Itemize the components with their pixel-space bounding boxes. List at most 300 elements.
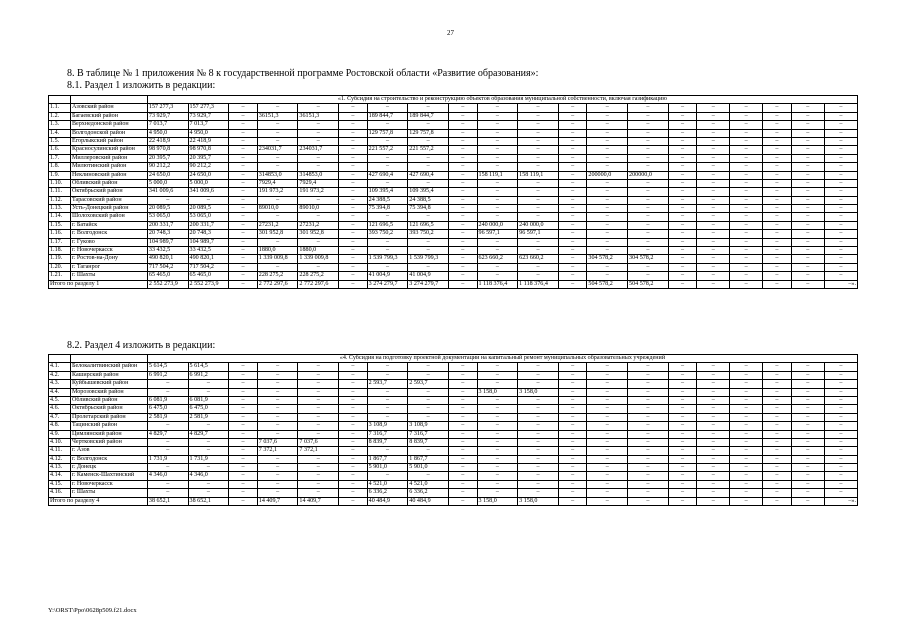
value-cell: – — [668, 146, 697, 154]
value-cell: – — [730, 438, 763, 446]
value-cell: – — [628, 413, 669, 421]
value-cell: – — [558, 154, 587, 162]
value-cell: – — [730, 380, 763, 388]
value-cell: – — [824, 230, 857, 238]
value-cell: – — [229, 154, 258, 162]
total-label: Итого по разделу 1 — [49, 280, 148, 288]
table-row — [49, 272, 858, 280]
value-cell: – — [518, 188, 559, 196]
value-cell: – — [668, 447, 697, 455]
value-cell: – — [477, 188, 518, 196]
value-cell: – — [824, 137, 857, 145]
value-cell: – — [824, 455, 857, 463]
value-cell: – — [558, 196, 587, 204]
value-cell: 20 748,3 — [147, 230, 188, 238]
value-cell: – — [697, 272, 730, 280]
value-cell: – — [339, 179, 368, 187]
value-cell: 490 820,1 — [147, 255, 188, 263]
value-cell: – — [339, 104, 368, 112]
total-value: 3 158,0 — [518, 497, 559, 505]
row-number: 1.21. — [49, 272, 71, 280]
value-cell: – — [367, 413, 408, 421]
value-cell: – — [558, 472, 587, 480]
value-cell: – — [558, 480, 587, 488]
value-cell: – — [339, 221, 368, 229]
table-row — [49, 163, 858, 171]
value-cell: – — [448, 388, 477, 396]
value-cell: – — [824, 221, 857, 229]
row-number: 4.3. — [49, 380, 71, 388]
value-cell: – — [791, 205, 824, 213]
row-number: 4.5. — [49, 396, 71, 404]
value-cell: – — [558, 129, 587, 137]
value-cell: 200 331,7 — [147, 221, 188, 229]
value-cell: – — [518, 154, 559, 162]
district-name: Милютинский район — [70, 163, 147, 171]
value-cell: – — [587, 112, 628, 120]
value-cell: – — [477, 104, 518, 112]
value-cell: – — [257, 104, 298, 112]
value-cell: – — [628, 380, 669, 388]
value-cell: 3 158,0 — [518, 388, 559, 396]
value-cell: – — [298, 413, 339, 421]
value-cell: – — [367, 405, 408, 413]
value-cell: – — [587, 396, 628, 404]
value-cell: 4 346,0 — [188, 472, 229, 480]
value-cell: – — [518, 205, 559, 213]
value-cell: – — [518, 213, 559, 221]
value-cell: – — [477, 430, 518, 438]
value-cell: – — [257, 405, 298, 413]
value-cell: – — [367, 154, 408, 162]
value-cell: 240 000,0 — [518, 221, 559, 229]
value-cell: – — [791, 104, 824, 112]
value-cell: – — [730, 255, 763, 263]
value-cell: – — [229, 413, 258, 421]
value-cell: – — [298, 455, 339, 463]
value-cell: 41 004,9 — [408, 272, 449, 280]
value-cell: – — [448, 188, 477, 196]
value-cell: – — [824, 464, 857, 472]
table-row — [49, 146, 858, 154]
total-value: – — [791, 280, 824, 288]
value-cell: – — [147, 388, 188, 396]
value-cell: – — [668, 171, 697, 179]
value-cell: – — [339, 171, 368, 179]
value-cell: – — [477, 422, 518, 430]
value-cell: – — [229, 247, 258, 255]
value-cell: 4 829,7 — [188, 430, 229, 438]
value-cell: – — [791, 263, 824, 271]
value-cell: – — [298, 396, 339, 404]
row-number: 4.16. — [49, 489, 71, 497]
value-cell: – — [257, 213, 298, 221]
value-cell: 2 581,9 — [188, 413, 229, 421]
value-cell: 1880,0 — [298, 247, 339, 255]
value-cell: – — [448, 171, 477, 179]
value-cell: – — [697, 171, 730, 179]
value-cell: – — [730, 205, 763, 213]
value-cell: 7 316,7 — [408, 430, 449, 438]
value-cell: – — [587, 213, 628, 221]
value-cell: – — [448, 464, 477, 472]
table-total-row — [49, 280, 858, 288]
value-cell: 90 212,2 — [188, 163, 229, 171]
value-cell: – — [339, 247, 368, 255]
total-value: 504 578,2 — [628, 280, 669, 288]
table-row — [49, 405, 858, 413]
total-value: – — [587, 497, 628, 505]
value-cell: – — [730, 196, 763, 204]
value-cell: – — [697, 205, 730, 213]
value-cell: – — [558, 112, 587, 120]
total-value: 2 552 273,9 — [147, 280, 188, 288]
value-cell: 7929,4 — [298, 179, 339, 187]
value-cell: – — [587, 438, 628, 446]
value-cell: – — [628, 230, 669, 238]
value-cell: – — [229, 489, 258, 497]
total-value: – — [448, 280, 477, 288]
table-row — [49, 154, 858, 162]
value-cell: – — [628, 455, 669, 463]
value-cell: – — [339, 489, 368, 497]
table-row — [49, 221, 858, 229]
value-cell: – — [298, 104, 339, 112]
value-cell: – — [448, 104, 477, 112]
value-cell: – — [587, 188, 628, 196]
value-cell: – — [229, 213, 258, 221]
row-number: 4.2. — [49, 371, 71, 379]
value-cell: – — [730, 371, 763, 379]
value-cell: – — [558, 247, 587, 255]
value-cell: 1 339 009,8 — [257, 255, 298, 263]
value-cell: – — [730, 188, 763, 196]
value-cell: – — [298, 472, 339, 480]
value-cell: – — [791, 255, 824, 263]
value-cell: – — [587, 489, 628, 497]
value-cell: – — [408, 163, 449, 171]
district-name: Неклиновский район — [70, 171, 147, 179]
value-cell: – — [257, 380, 298, 388]
value-cell: – — [367, 388, 408, 396]
row-number: 4.15. — [49, 480, 71, 488]
value-cell: – — [298, 213, 339, 221]
value-cell: – — [824, 396, 857, 404]
value-cell: 5 901,0 — [367, 464, 408, 472]
value-cell: 341 009,6 — [147, 188, 188, 196]
value-cell: 301 952,8 — [257, 230, 298, 238]
row-number: 4.10. — [49, 438, 71, 446]
value-cell: – — [763, 438, 792, 446]
value-cell: – — [448, 112, 477, 120]
value-cell: – — [763, 221, 792, 229]
value-cell: – — [477, 263, 518, 271]
value-cell: – — [477, 371, 518, 379]
value-cell: – — [448, 179, 477, 187]
value-cell: 7 037,6 — [257, 438, 298, 446]
value-cell: – — [824, 171, 857, 179]
value-cell: – — [558, 221, 587, 229]
table-row — [49, 480, 858, 488]
value-cell: – — [628, 396, 669, 404]
value-cell: – — [448, 430, 477, 438]
row-number: 4.4. — [49, 388, 71, 396]
value-cell: – — [298, 422, 339, 430]
value-cell: – — [730, 163, 763, 171]
value-cell: – — [587, 104, 628, 112]
value-cell: – — [367, 472, 408, 480]
value-cell: – — [587, 196, 628, 204]
value-cell: – — [697, 413, 730, 421]
row-number: 1.8. — [49, 163, 71, 171]
value-cell: – — [448, 129, 477, 137]
value-cell: 4 829,7 — [147, 430, 188, 438]
value-cell: – — [824, 104, 857, 112]
table-row — [49, 196, 858, 204]
value-cell: – — [229, 163, 258, 171]
value-cell: – — [730, 112, 763, 120]
value-cell: – — [147, 464, 188, 472]
value-cell: – — [477, 238, 518, 246]
value-cell: – — [339, 238, 368, 246]
district-name: г. Новочеркасск — [70, 247, 147, 255]
value-cell: – — [587, 363, 628, 371]
value-cell: 427 690,4 — [408, 171, 449, 179]
total-value: –». — [824, 497, 857, 505]
value-cell: – — [730, 464, 763, 472]
value-cell: – — [628, 447, 669, 455]
value-cell: – — [298, 129, 339, 137]
value-cell: – — [558, 121, 587, 129]
value-cell: – — [448, 447, 477, 455]
value-cell: – — [791, 112, 824, 120]
district-name: Октябрьский район — [70, 188, 147, 196]
table-row — [49, 396, 858, 404]
value-cell: – — [477, 413, 518, 421]
value-cell: – — [824, 255, 857, 263]
value-cell: – — [697, 363, 730, 371]
total-value: 3 158,0 — [477, 497, 518, 505]
value-cell: 234031,7 — [257, 146, 298, 154]
value-cell: – — [339, 137, 368, 145]
value-cell: – — [188, 480, 229, 488]
value-cell: – — [339, 413, 368, 421]
value-cell: – — [367, 396, 408, 404]
value-cell: – — [697, 380, 730, 388]
value-cell: – — [477, 179, 518, 187]
value-cell: – — [558, 396, 587, 404]
table-row — [49, 263, 858, 271]
value-cell: – — [668, 489, 697, 497]
value-cell: – — [339, 154, 368, 162]
district-name: Шолоховский район — [70, 213, 147, 221]
total-value: 40 484,9 — [408, 497, 449, 505]
district-name: г. Ростов-на-Дону — [70, 255, 147, 263]
value-cell: 1 539 799,3 — [367, 255, 408, 263]
district-name: Тарасовский район — [70, 196, 147, 204]
row-number: 4.13. — [49, 464, 71, 472]
value-cell: – — [147, 422, 188, 430]
value-cell: 191 973,2 — [257, 188, 298, 196]
table-row — [49, 413, 858, 421]
value-cell: – — [697, 137, 730, 145]
value-cell: 157 277,3 — [188, 104, 229, 112]
value-cell: 36151,3 — [298, 112, 339, 120]
value-cell: 20 089,5 — [188, 205, 229, 213]
value-cell: – — [339, 188, 368, 196]
value-cell: – — [587, 455, 628, 463]
value-cell: – — [408, 413, 449, 421]
table-section-4 — [48, 354, 858, 506]
value-cell: – — [791, 221, 824, 229]
value-cell: – — [298, 480, 339, 488]
value-cell: – — [448, 163, 477, 171]
value-cell: – — [229, 112, 258, 120]
value-cell: – — [587, 380, 628, 388]
value-cell: – — [257, 196, 298, 204]
value-cell: – — [668, 179, 697, 187]
value-cell: – — [791, 129, 824, 137]
total-value: 14 409,7 — [298, 497, 339, 505]
value-cell: – — [518, 464, 559, 472]
value-cell: – — [367, 179, 408, 187]
value-cell: – — [763, 171, 792, 179]
value-cell: – — [558, 205, 587, 213]
table-row — [49, 489, 858, 497]
value-cell: – — [339, 112, 368, 120]
value-cell: – — [448, 472, 477, 480]
value-cell: 98 970,8 — [147, 146, 188, 154]
value-cell: – — [824, 371, 857, 379]
value-cell: 96 597,1 — [518, 230, 559, 238]
value-cell: – — [628, 247, 669, 255]
value-cell: – — [668, 464, 697, 472]
value-cell: – — [518, 430, 559, 438]
value-cell: – — [791, 472, 824, 480]
value-cell: – — [668, 371, 697, 379]
value-cell: – — [229, 388, 258, 396]
value-cell: 304 578,2 — [628, 255, 669, 263]
value-cell: – — [730, 230, 763, 238]
row-number: 1.19. — [49, 255, 71, 263]
value-cell: 427 690,4 — [367, 171, 408, 179]
value-cell: – — [791, 380, 824, 388]
table-row — [49, 363, 858, 371]
value-cell: 191 973,2 — [298, 188, 339, 196]
district-name: Тацинский район — [70, 422, 147, 430]
row-number: 1.20. — [49, 263, 71, 271]
value-cell: – — [697, 121, 730, 129]
row-number: 4.9. — [49, 430, 71, 438]
value-cell: 314853,0 — [298, 171, 339, 179]
value-cell: 2 593,7 — [367, 380, 408, 388]
value-cell: – — [367, 238, 408, 246]
row-number: 4.11. — [49, 447, 71, 455]
value-cell: – — [477, 380, 518, 388]
value-cell: – — [448, 371, 477, 379]
value-cell: – — [628, 263, 669, 271]
value-cell: 6 991,2 — [188, 371, 229, 379]
value-cell: – — [477, 455, 518, 463]
value-cell: – — [763, 388, 792, 396]
value-cell: – — [339, 455, 368, 463]
value-cell: – — [587, 137, 628, 145]
value-cell: 73 929,7 — [147, 112, 188, 120]
table-row — [49, 422, 858, 430]
value-cell: – — [518, 371, 559, 379]
value-cell: – — [791, 238, 824, 246]
value-cell: 240 000,0 — [477, 221, 518, 229]
district-name: Белокалитвинский район — [70, 363, 147, 371]
value-cell: – — [824, 489, 857, 497]
value-cell: 158 119,1 — [477, 171, 518, 179]
value-cell: – — [558, 447, 587, 455]
value-cell: – — [697, 196, 730, 204]
value-cell: – — [763, 112, 792, 120]
value-cell: – — [628, 121, 669, 129]
value-cell: – — [518, 196, 559, 204]
value-cell: 393 750,2 — [408, 230, 449, 238]
value-cell: – — [697, 163, 730, 171]
value-cell: – — [697, 255, 730, 263]
value-cell: – — [408, 179, 449, 187]
value-cell: – — [229, 205, 258, 213]
value-cell: 221 557,2 — [367, 146, 408, 154]
value-cell: – — [763, 380, 792, 388]
value-cell: – — [448, 363, 477, 371]
value-cell: 1 867,7 — [408, 455, 449, 463]
value-cell: – — [763, 371, 792, 379]
value-cell: 3 108,9 — [367, 422, 408, 430]
row-number: 1.17. — [49, 238, 71, 246]
value-cell: 7 037,6 — [298, 438, 339, 446]
value-cell: – — [763, 255, 792, 263]
value-cell: 24 388,5 — [408, 196, 449, 204]
value-cell: – — [558, 405, 587, 413]
value-cell: – — [257, 238, 298, 246]
value-cell: – — [188, 447, 229, 455]
value-cell: 4 521,0 — [408, 480, 449, 488]
value-cell: – — [448, 380, 477, 388]
value-cell: – — [824, 438, 857, 446]
value-cell: – — [697, 422, 730, 430]
value-cell: – — [763, 196, 792, 204]
value-cell: – — [697, 129, 730, 137]
value-cell: – — [763, 363, 792, 371]
value-cell: – — [257, 455, 298, 463]
value-cell: – — [477, 112, 518, 120]
value-cell: – — [257, 121, 298, 129]
value-cell: – — [628, 104, 669, 112]
value-cell: – — [448, 230, 477, 238]
value-cell: – — [763, 422, 792, 430]
value-cell: – — [587, 263, 628, 271]
total-value: 504 578,2 — [587, 280, 628, 288]
value-cell: 7929,4 — [257, 179, 298, 187]
value-cell: – — [824, 163, 857, 171]
value-cell: – — [824, 480, 857, 488]
value-cell: – — [697, 405, 730, 413]
value-cell: – — [339, 438, 368, 446]
value-cell: – — [628, 480, 669, 488]
value-cell: 5 000,0 — [147, 179, 188, 187]
value-cell: – — [477, 464, 518, 472]
value-cell: – — [824, 188, 857, 196]
value-cell: 104 989,7 — [188, 238, 229, 246]
district-name: г. Волгодонск — [70, 455, 147, 463]
district-name: Пролетарский район — [70, 413, 147, 421]
value-cell: – — [824, 272, 857, 280]
